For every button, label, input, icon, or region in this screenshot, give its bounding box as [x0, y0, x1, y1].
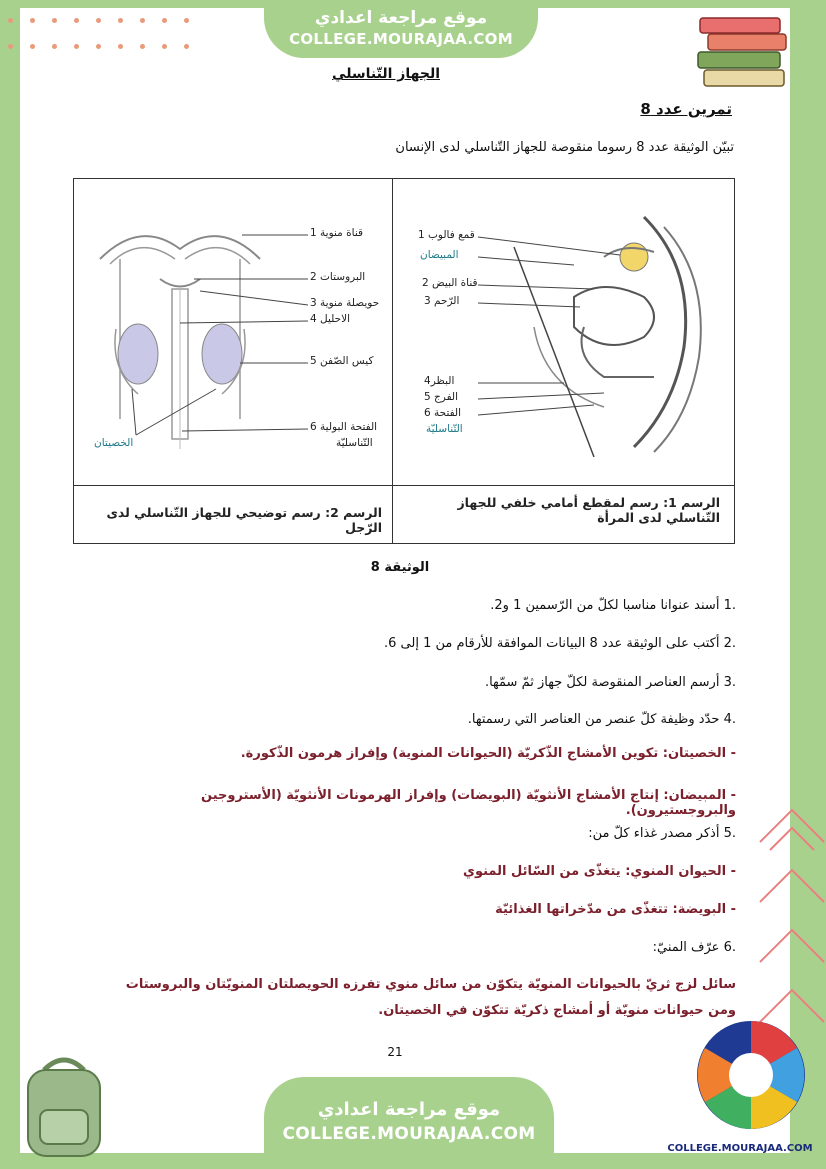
- footer-site-name: موقع مراجعة اعدادي: [317, 1099, 501, 1120]
- header-banner[interactable]: [264, 0, 538, 58]
- answer-ovaries: - المبيضان: إنتاج الأمشاج الأنثويّة (البويضات) وإفراز الهرمونات الأنثويّة (الأستروجين والبروجستيرون).: [201, 788, 736, 818]
- male-label-1: قناة منوية 1: [310, 227, 364, 239]
- intro-text: تبيّن الوثيقة عدد 8 رسوما منقوصة للجهاز التّناسلي لدى الإنسان: [395, 140, 734, 155]
- female-label-1: 1 قمع فالوب: [418, 229, 475, 241]
- logo-caption: COLLEGE.MOURAJAA.COM: [667, 1143, 813, 1154]
- caption-male: الرسم 2: رسم توضيحي للجهاز التّناسلي لدى الرّجل: [106, 505, 382, 535]
- male-label-6: الفتحة البولية 6: [310, 421, 378, 433]
- footer-site-domain[interactable]: COLLEGE.MOURAJAA.COM: [282, 1124, 536, 1144]
- male-label-4: الاحليل 4: [310, 313, 351, 325]
- page-number: 21: [387, 1045, 403, 1059]
- female-label-6: 6 الفتحة: [424, 407, 462, 419]
- site-domain[interactable]: COLLEGE.MOURAJAA.COM: [289, 30, 513, 48]
- male-label-3: حويصلة منوية 3: [310, 297, 380, 309]
- question-2: .2 أكتب على الوثيقة عدد 8 البيانات الموافقة للأرقام من 1 إلى 6.: [383, 636, 736, 651]
- answer-testes: - الخصيتان: تكوين الأمشاج الذّكريّة (الحيوانات المنوية) وإفراز هرمون الذّكورة.: [240, 746, 736, 761]
- question-1: .1 أسند عنوانا مناسبا لكلّ من الرّسمين 1 و2.: [490, 598, 736, 613]
- site-name: موقع مراجعة اعدادي: [314, 8, 488, 28]
- page-title: الجهاز التّناسلي: [332, 66, 440, 82]
- answer-semen: سائل لزج ثريّ بالحيوانات المنويّة يتكوّن من سائل منوي تفرزه الحويصلتان المنويّتان والبروستات ومن حيوانات منويّة أو أمشاج ذكريّة تتكوّن في الخصيتان.: [125, 977, 736, 1018]
- female-label-ovary: المبيضان: [420, 249, 459, 261]
- backpack-icon: [14, 1050, 114, 1160]
- figure-box: [73, 178, 735, 544]
- female-label-2: 2 قناة البيض: [422, 277, 478, 289]
- female-label-3: 3 الرّحم: [424, 295, 460, 307]
- decorative-dots: [8, 18, 208, 58]
- female-label-4: 4البظر: [424, 375, 455, 387]
- figure-divider-horizontal: [74, 485, 734, 486]
- answer-ovum: - البويضة: تتغذّى من مدّخراتها الغذائيّة: [495, 902, 736, 917]
- subjects-wheel-logo: [696, 1020, 806, 1130]
- question-3: .3 أرسم العناصر المنقوصة لكلّ جهاز ثمّ سمّها.: [484, 675, 736, 690]
- male-label-5: كيس الصّفن 5: [310, 355, 374, 367]
- exercise-heading: تمرين عدد 8: [640, 100, 732, 118]
- female-label-6b: التّناسليّة: [426, 423, 463, 435]
- question-5: .5 أذكر مصدر غذاء كلّ من:: [588, 826, 736, 841]
- answer-sperm: - الحيوان المنوي: يتغذّى من السّائل المنوي: [463, 864, 736, 879]
- male-label-6b: التّناسليّة: [336, 437, 373, 449]
- caption-female: الرسم 1: رسم لمقطع أمامي خلفي للجهاز التّناسلي لدى المرأة: [457, 495, 720, 525]
- footer-banner[interactable]: [264, 1077, 554, 1169]
- female-leader-lines: [74, 179, 734, 479]
- question-6: .6 عرّف المنيّ:: [652, 940, 736, 955]
- books-icon: [690, 14, 790, 92]
- frame-left: [0, 0, 20, 1169]
- question-4: .4 حدّد وظيفة كلّ عنصر من العناصر التي رسمتها.: [467, 712, 736, 727]
- male-label-testes: الخصيتان: [94, 437, 134, 449]
- document-label: الوثيقة 8: [370, 560, 430, 575]
- female-label-5: 5 الفرج: [424, 391, 459, 403]
- male-label-2: البروستات 2: [310, 271, 366, 283]
